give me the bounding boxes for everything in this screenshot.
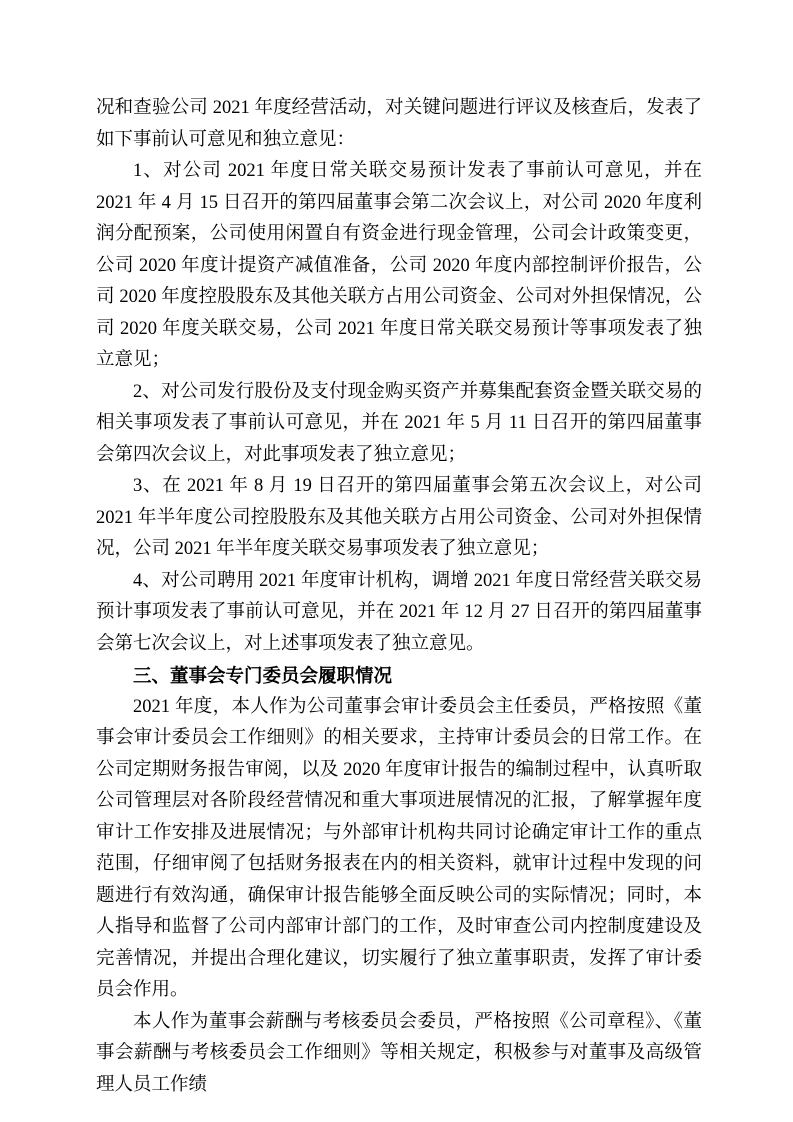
paragraph: 4、对公司聘用 2021 年度审计机构，调增 2021 年度日常经营关联交易预计事项发表了事前认可意见，并在 2021 年 12 月 27 日召开的第四届董事会第七次会议上，对上述事项发表了独立意见。	[96, 570, 702, 654]
section-heading: 三、董事会专门委员会履职情况	[133, 665, 393, 686]
paragraph: 本人作为董事会薪酬与考核委员会委员，严格按照《公司章程》、《董事会薪酬与考核委员会工作细则》等相关规定，积极参与对董事及高级管理人员工作绩	[96, 1011, 702, 1095]
paragraph: 况和查验公司 2021 年度经营活动，对关键问题进行评议及核查后，发表了如下事前认可意见和独立意见：	[96, 98, 702, 150]
document-body	[96, 93, 702, 1101]
paragraph: 1、对公司 2021 年度日常关联交易预计发表了事前认可意见，并在 2021 年 4 月 15 日召开的第四届董事会第二次会议上，对公司 2020 年度利润分配预案，公司使用闲置自有资金进行现金管理，公司会计政策变更，公司 2020 年度计提资产减值准备，公司 2020 年度内部控制评价报告，公司 2020 年度控股股东及其他关联方占用公司资金、公司对外担保情况，公司 2020 年度关联交易，公司 2021 年度日常关联交易预计等事项发表了独立意见；	[96, 161, 702, 370]
paragraph: 2021 年度，本人作为公司董事会审计委员会主任委员，严格按照《董事会审计委员会工作细则》的相关要求，主持审计委员会的日常工作。在公司定期财务报告审阅，以及 2020 年度审计报告的编制过程中，认真听取公司管理层对各阶段经营情况和重大事项进展情况的汇报，了解掌握年度审计工作安排及进展情况；与外部审计机构共同讨论确定审计工作的重点范围，仔细审阅了包括财务报表在内的相关资料，就审计过程中发现的问题进行有效沟通，确保审计报告能够全面反映公司的实际情况；同时，本人指导和监督了公司内部审计部门的工作，及时审查公司内控制度建设及完善情况，并提出合理化建议，切实履行了独立董事职责，发挥了审计委员会作用。	[96, 696, 702, 1000]
paragraph: 2、对公司发行股份及支付现金购买资产并募集配套资金暨关联交易的相关事项发表了事前认可意见，并在 2021 年 5 月 11 日召开的第四届董事会第四次会议上，对此事项发表了独立意见；	[96, 381, 702, 465]
paragraph: 3、在 2021 年 8 月 19 日召开的第四届董事会第五次会议上，对公司 2021 年半年度公司控股股东及其他关联方占用公司资金、公司对外担保情况，公司 2021 年半年度关联交易事项发表了独立意见；	[96, 476, 702, 559]
